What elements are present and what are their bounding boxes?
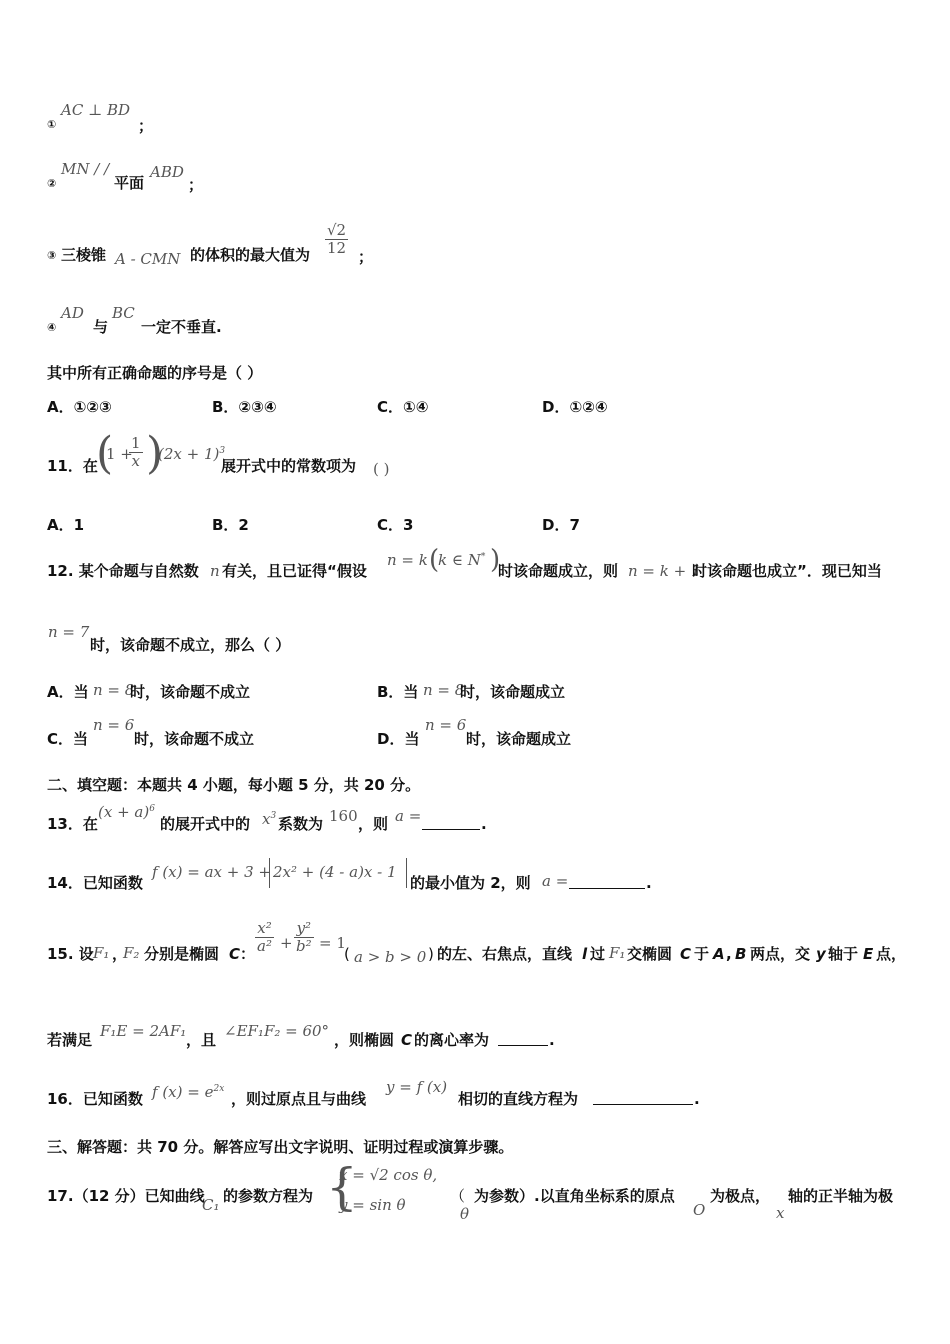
q11-math-a: 1 + — [106, 445, 133, 463]
q12-option-a-text: A．当 — [47, 683, 89, 701]
q15-colon: ： — [240, 945, 256, 963]
q17-system-line-1: x = √2 cos θ, — [339, 1166, 438, 1184]
q16-text-b: ，则过原点且与曲线 — [231, 1090, 367, 1108]
q15-answer-blank[interactable] — [498, 1033, 548, 1049]
q15-math-c-b: C — [680, 945, 692, 963]
statement-2-end: ； — [188, 176, 204, 194]
q14-text-a: 14．已知函数 — [47, 874, 143, 892]
q13-math-a-base: (x + a) — [98, 803, 150, 821]
q11-math-b-base: (2x + 1) — [158, 445, 220, 463]
q11-math-b-exponent: 3 — [219, 446, 226, 456]
q17-text-c: （ — [450, 1187, 466, 1205]
q16-math-a-exponent: 2x — [213, 1084, 225, 1094]
q12-option-b-text: B．当 — [377, 683, 419, 701]
q17-math-theta: θ — [460, 1205, 470, 1223]
q15-math-c-c: C — [401, 1031, 413, 1049]
q13-end: . — [481, 815, 487, 833]
statement-3-math: A - CMN — [115, 250, 181, 268]
q12-text-a: 12. 某个命题与自然数 — [47, 562, 199, 580]
statement-3-number: ③ — [47, 249, 57, 262]
q14-abs-bar-right — [406, 858, 407, 888]
q16-answer-blank[interactable] — [593, 1092, 693, 1108]
q11-fraction-denominator: x — [131, 451, 140, 470]
q17-text-f: 轴的正半轴为极 — [788, 1187, 894, 1205]
q12-math-seven: n = 7 — [48, 623, 90, 641]
q15-cond-paren-right: ) — [428, 945, 434, 963]
q11-text: 展开式中的常数项为 — [221, 457, 357, 475]
q10-prompt: 其中所有正确命题的序号是（ ） — [47, 364, 263, 382]
q11-paren-left: ( — [96, 428, 114, 479]
q12-option-c-end: 时，该命题不成立 — [134, 730, 255, 748]
q13-math-b-exponent: 3 — [270, 811, 277, 821]
q17-system-brace: { — [326, 1158, 358, 1216]
section-2-heading: 二、填空题：本题共 4 小题，每小题 5 分，共 20 分。 — [47, 776, 421, 794]
q12-math-assume: n = k — [387, 551, 428, 569]
q11-option-d: D．7 — [542, 516, 580, 534]
q13-math-d: a = — [395, 807, 422, 825]
q17-text-a: 17.（12 分）已知曲线 — [47, 1187, 205, 1205]
q16-math-a — [152, 1085, 224, 1100]
statement-2-math-b: ABD — [150, 163, 184, 181]
q17-math-o: O — [693, 1201, 706, 1219]
q12-math-next: n = k + 1 — [628, 562, 701, 580]
statement-2-number: ② — [47, 177, 57, 190]
q16-text-a: 16．已知函数 — [47, 1090, 143, 1108]
q10-option-b: B．②③④ — [212, 398, 277, 416]
q15-text-k: ，且 — [186, 1031, 217, 1049]
q15-comma-b: , — [726, 945, 732, 963]
q11-fraction-numerator: 1 — [131, 434, 141, 452]
q11-answer-paren: ( ) — [373, 460, 390, 478]
q12-text-e: 时，该命题不成立，那么（ ） — [90, 636, 291, 654]
q15-plus: + — [280, 934, 293, 952]
q15-text-f: 于 — [694, 945, 710, 963]
q12-text-b: 有关，且已证得“假设 — [222, 562, 367, 580]
q15-end: . — [549, 1031, 555, 1049]
q11-paren-right: ) — [146, 428, 164, 479]
q15-text-i: 点， — [876, 945, 907, 963]
q11-option-c: C．3 — [377, 516, 414, 534]
q15-line-l: l — [582, 945, 588, 963]
q13-text-a: 13．在 — [47, 815, 98, 833]
statement-3-fraction — [325, 222, 348, 256]
q14-answer-blank[interactable] — [569, 876, 645, 892]
q12-text-d: 时该命题也成立”．现已知当 — [692, 562, 882, 580]
q17-text-e: 为极点， — [710, 1187, 771, 1205]
q16-end: . — [694, 1090, 700, 1108]
q13-math-c: 160 — [329, 807, 358, 825]
q15-text-m: 的离心率为 — [414, 1031, 490, 1049]
statement-3-text-b: 的体积的最大值为 — [190, 246, 311, 264]
q10-option-a: A．①②③ — [47, 398, 112, 416]
q14-math-b: a = — [542, 872, 569, 890]
q11-option-b: B．2 — [212, 516, 249, 534]
q15-text-b: 分别是椭圆 — [144, 945, 220, 963]
statement-4-number: ④ — [47, 321, 57, 334]
q15-axis-y: y — [816, 945, 826, 963]
statement-4-math-b: BC — [112, 304, 135, 322]
q14-math-a: f (x) = ax + 3 + — [152, 863, 271, 881]
q15-text-l: ，则椭圆 — [334, 1031, 395, 1049]
q15-fraction-2 — [294, 920, 314, 954]
q17-math-x: x — [776, 1204, 785, 1222]
q10-option-d: D．①②④ — [542, 398, 608, 416]
q15-math-c: C — [229, 945, 241, 963]
q14-text-b: 的最小值为 2，则 — [410, 874, 531, 892]
q15-cond: a > b > 0 — [354, 948, 427, 966]
q13-math-a-exponent: 6 — [149, 804, 155, 814]
q15-fraction-1-numerator: x² — [255, 920, 274, 938]
q13-math-a — [98, 805, 155, 820]
q10-option-c: C．①④ — [377, 398, 429, 416]
q12-math-set — [438, 553, 485, 568]
q15-fraction-1 — [255, 920, 274, 954]
q15-text-j: 若满足 — [47, 1031, 93, 1049]
q12-text-c: 时该命题成立，则 — [498, 562, 619, 580]
q15-fraction-2-numerator: y² — [294, 920, 314, 938]
q17-text-b: 的参数方程为 — [223, 1187, 314, 1205]
q13-math-b — [262, 812, 276, 827]
statement-3-fraction-denominator: 12 — [327, 238, 347, 257]
q12-option-b-math: n = 8 — [423, 681, 465, 699]
q12-option-b-end: 时，该命题成立 — [460, 683, 566, 701]
q15-point-b: B — [735, 945, 747, 963]
q17-system-line-2: y = sin θ — [339, 1196, 406, 1214]
statement-4-math-a: AD — [61, 304, 84, 322]
q13-text-b: 的展开式中的 — [160, 815, 251, 833]
q15-text-h: 轴于 — [828, 945, 859, 963]
statement-1-end: ； — [138, 117, 154, 135]
q15-equals-one: = 1 — [319, 934, 346, 952]
q15-text-g: 两点，交 — [750, 945, 811, 963]
statement-2-math-a: MN / / — [61, 160, 110, 178]
q12-option-c-math: n = 6 — [93, 716, 135, 734]
q16-math-b: y = f (x) — [386, 1078, 448, 1096]
q15-math-f1-b: F₁ — [609, 944, 626, 962]
q17-text-d: 为参数）.以直角坐标系的原点 — [474, 1187, 675, 1205]
q12-math-set-base: k ∈ N — [438, 551, 481, 569]
q15-math-f2: F₂ — [123, 944, 140, 962]
q15-text-d: 过 — [590, 945, 606, 963]
q13-text-d: ，则 — [358, 815, 389, 833]
q12-option-d-text: D．当 — [377, 730, 420, 748]
q13-answer-blank[interactable] — [422, 817, 480, 833]
q11-option-a: A．1 — [47, 516, 85, 534]
q12-paren-right: ) — [490, 545, 501, 575]
q15-cond-paren-left: ( — [344, 945, 350, 963]
q14-abs-bar-left — [269, 858, 270, 888]
q14-math-abs: 2x² + (4 - a)x - 1 — [273, 863, 397, 881]
statement-1-math: AC ⊥ BD — [61, 101, 131, 119]
q11-number: 11．在 — [47, 457, 98, 475]
q15-text-a: 15. 设 — [47, 945, 94, 963]
q15-fraction-1-denominator: a² — [257, 936, 272, 955]
q16-text-c: 相切的直线方程为 — [458, 1090, 579, 1108]
q15-point-e: E — [863, 945, 874, 963]
q15-math-angle: ∠EF₁F₂ = 60° — [224, 1022, 330, 1040]
statement-4-text-b: 一定不垂直. — [141, 318, 222, 336]
q16-math-a-base: f (x) = e — [152, 1083, 214, 1101]
q12-math-n: n — [210, 562, 220, 580]
q15-text-e: 交椭圆 — [627, 945, 673, 963]
q15-math-f1: F₁ — [93, 944, 110, 962]
statement-3-fraction-numerator: √2 — [327, 221, 347, 239]
statement-1-number: ① — [47, 118, 57, 131]
statement-3-end: ； — [358, 248, 374, 266]
q15-fraction-2-denominator: b² — [296, 936, 312, 955]
q14-end: . — [646, 874, 652, 892]
q12-option-c-text: C．当 — [47, 730, 89, 748]
q13-math-b-base: x — [262, 810, 271, 828]
q11-math-b — [158, 447, 225, 462]
q12-math-set-exponent: * — [480, 552, 486, 562]
q12-option-d-end: 时，该命题成立 — [466, 730, 572, 748]
q12-option-a-end: 时，该命题不成立 — [130, 683, 251, 701]
q13-text-c: 系数为 — [278, 815, 324, 833]
q15-comma: ， — [112, 945, 128, 963]
statement-4-text-a: 与 — [93, 318, 109, 336]
q12-option-a-math: n = 8 — [93, 681, 135, 699]
section-3-heading: 三、解答题：共 70 分。解答应写出文字说明、证明过程或演算步骤。 — [47, 1138, 514, 1156]
q15-text-c: 的左、右焦点，直线 — [437, 945, 573, 963]
statement-2-text: 平面 — [114, 174, 145, 192]
q15-point-a: A — [713, 945, 725, 963]
q15-math-vector: F₁E = 2AF₁ — [100, 1022, 187, 1040]
statement-3-text-a: 三棱锥 — [61, 246, 107, 264]
q12-paren-left: ( — [429, 545, 440, 575]
q17-math-c1: C₁ — [202, 1196, 220, 1214]
q12-option-d-math: n = 6 — [425, 716, 467, 734]
q11-fraction — [129, 435, 143, 469]
